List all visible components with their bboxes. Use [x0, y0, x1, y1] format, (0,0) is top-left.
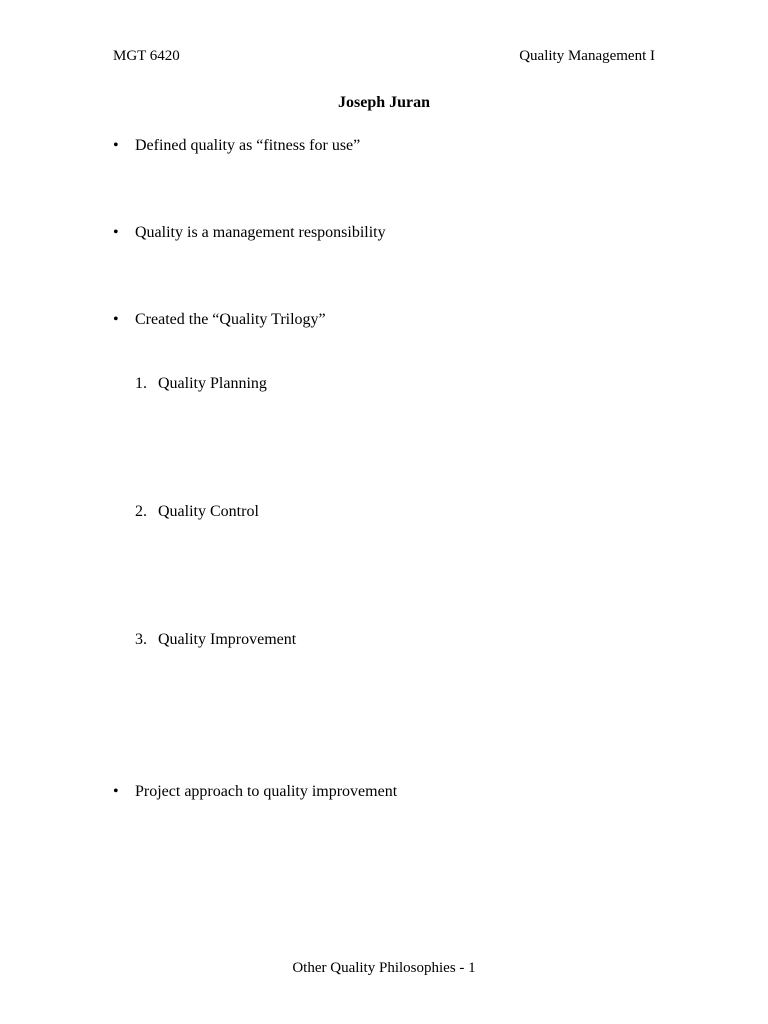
trilogy-label: Quality Planning	[158, 375, 267, 392]
bullet-text: Project approach to quality improvement	[135, 783, 398, 800]
bullet-icon: •	[113, 137, 119, 154]
bullet-icon: •	[113, 311, 119, 328]
bullet-item	[113, 783, 397, 801]
page-footer: Other Quality Philosophies - 1	[292, 960, 476, 976]
header-subject: Quality Management I	[519, 48, 655, 64]
header-course: MGT 6420	[113, 48, 180, 64]
page-title: Joseph Juran	[337, 94, 431, 111]
trilogy-label: Quality Control	[158, 503, 259, 520]
bullet-item	[113, 137, 360, 155]
bullet-text: Defined quality as “fitness for use”	[135, 137, 361, 154]
bullet-item	[113, 311, 326, 329]
trilogy-number: 3.	[135, 631, 147, 648]
trilogy-item	[135, 503, 259, 521]
trilogy-item	[135, 375, 267, 393]
bullet-text: Quality is a management responsibility	[135, 224, 386, 241]
bullet-icon: •	[113, 224, 119, 241]
trilogy-label: Quality Improvement	[158, 631, 297, 648]
trilogy-number: 1.	[135, 375, 147, 392]
bullet-icon: •	[113, 783, 119, 800]
trilogy-number: 2.	[135, 503, 147, 520]
trilogy-item	[135, 631, 296, 649]
bullet-text: Created the “Quality Trilogy”	[135, 311, 326, 328]
bullet-item	[113, 224, 386, 242]
